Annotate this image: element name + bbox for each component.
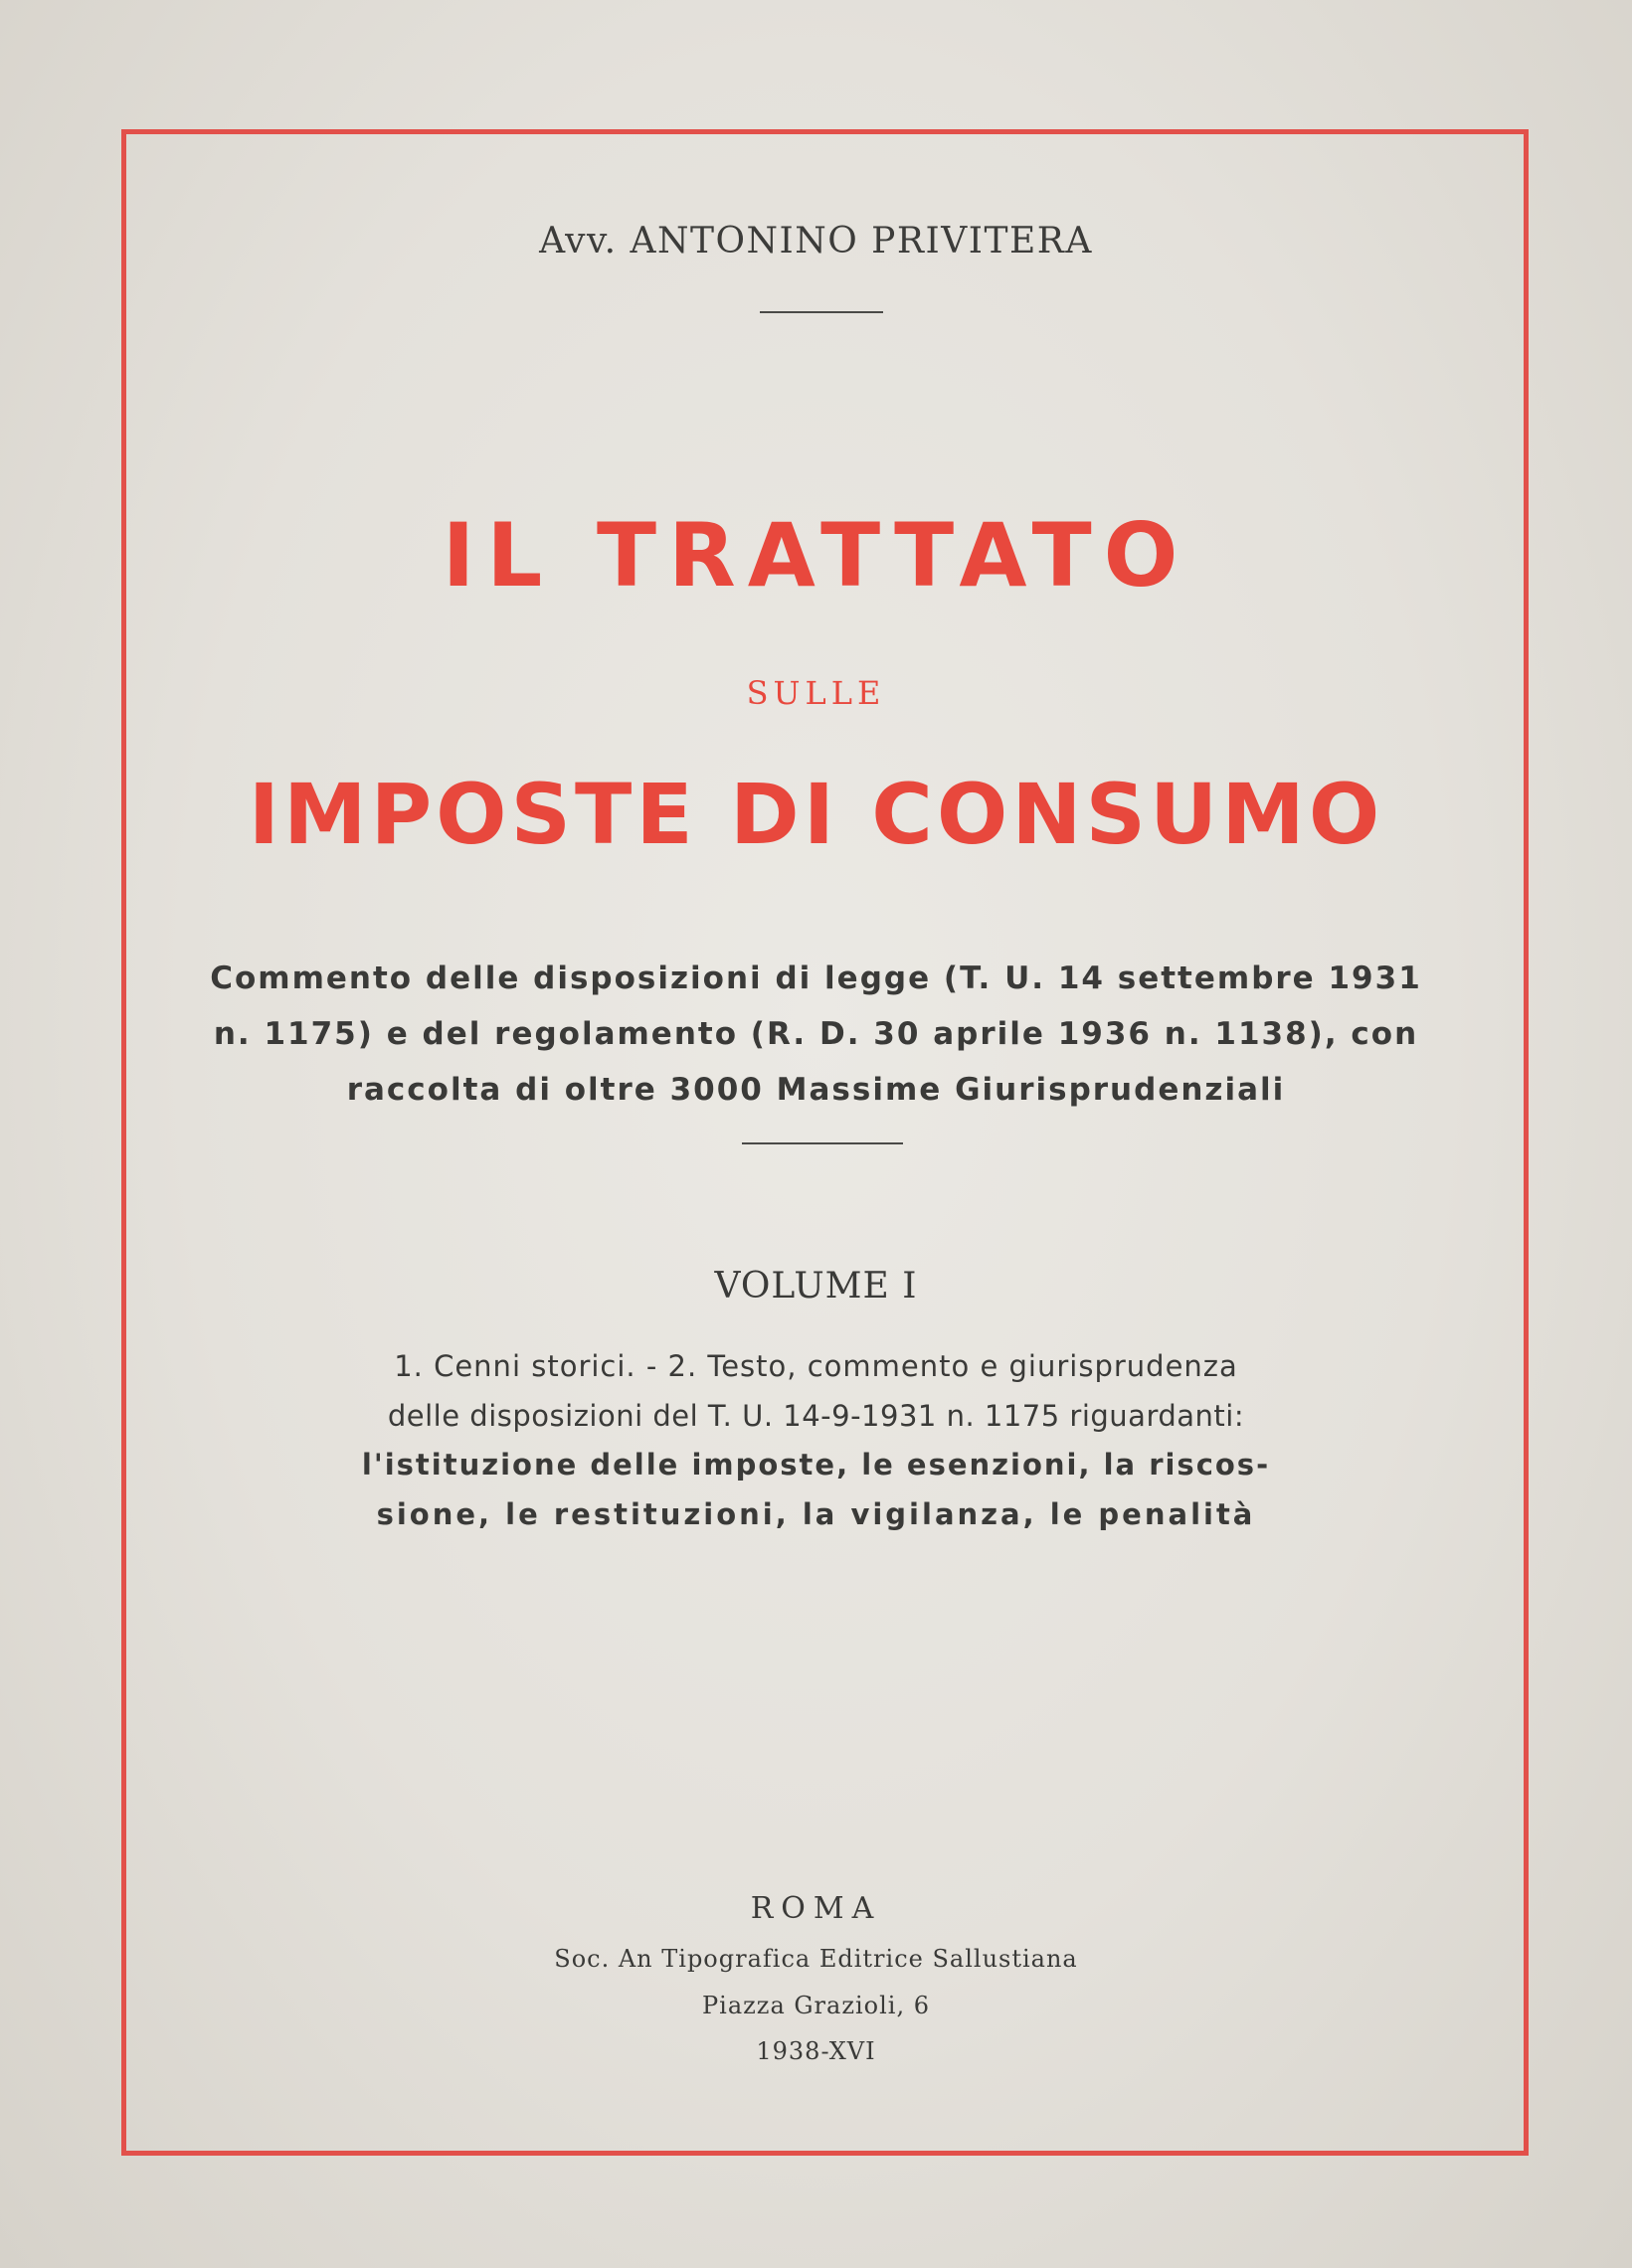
subtitle-divider: [742, 1142, 903, 1144]
author-divider: [760, 311, 883, 313]
publisher-name: Soc. An Tipografica Editrice Sallustiana: [554, 1945, 1078, 1973]
publication-year: 1938-XVI: [756, 2037, 876, 2065]
publication-place: ROMA: [750, 1891, 882, 1926]
contents-line: l'istituzione delle imposte, le esenzioni, la riscos-: [361, 1448, 1271, 1482]
title-line-2: IMPOSTE DI CONSUMO: [248, 766, 1384, 863]
subtitle-line: n. 1175) e del regolamento (R. D. 30 aprile 1936 n. 1138), con: [213, 1016, 1419, 1052]
subtitle-line: Commento delle disposizioni di legge (T. U. 14 settembre 1931: [210, 960, 1422, 996]
title-connector: SULLE: [746, 674, 886, 712]
contents-line: sione, le restituzioni, la vigilanza, le penalità: [376, 1497, 1256, 1531]
subtitle-line: raccolta di oltre 3000 Massime Giurisprudenziali: [346, 1072, 1286, 1108]
publisher-address: Piazza Grazioli, 6: [702, 1992, 930, 2019]
title-line-1: IL TRATTATO: [442, 504, 1190, 607]
author-name: Avv. ANTONINO PRIVITERA: [539, 221, 1093, 262]
contents-line: delle disposizioni del T. U. 14-9-1931 n. 1175 riguardanti:: [387, 1399, 1245, 1433]
volume-label: VOLUME I: [714, 1266, 918, 1307]
contents-line: 1. Cenni storici. - 2. Testo, commento e giurisprudenza: [394, 1349, 1238, 1383]
